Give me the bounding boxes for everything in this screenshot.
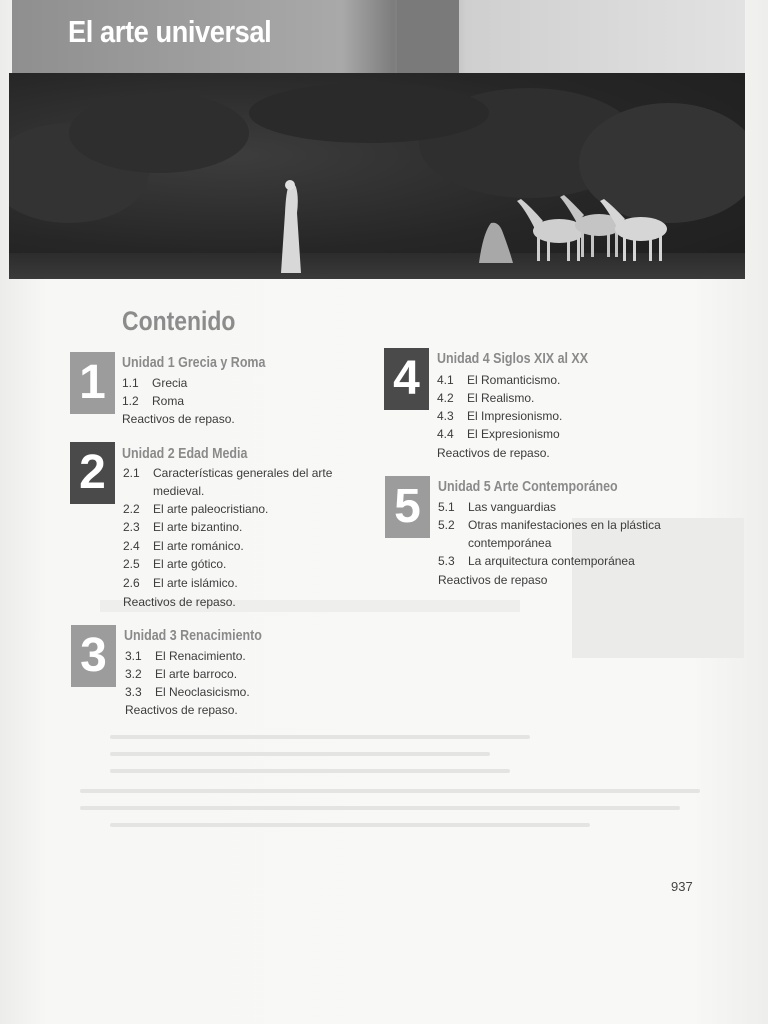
show-through-line (110, 752, 490, 756)
unit-title: Unidad 3 Renacimiento (124, 628, 262, 644)
figure-head (285, 180, 295, 190)
page-number: 937 (671, 879, 693, 894)
banner-artwork (9, 73, 745, 279)
unit-title: Unidad 4 Siglos XIX al XX (437, 351, 589, 367)
banner-illustration (9, 73, 745, 279)
unit-number-box: 2 (70, 442, 115, 504)
unit-title: Unidad 5 Arte Contemporáneo (438, 479, 618, 495)
unit-number-box: 5 (385, 476, 430, 538)
review-label: Reactivos de repaso. (123, 595, 236, 609)
contents-heading: Contenido (122, 306, 236, 336)
unit-title: Unidad 2 Edad Media (122, 446, 248, 462)
unit-title: Unidad 1 Grecia y Roma (122, 355, 266, 371)
show-through-line (110, 769, 510, 773)
review-label: Reactivos de repaso (438, 573, 548, 587)
show-through-line (110, 735, 530, 739)
unit-number-box: 1 (70, 352, 115, 414)
review-label: Reactivos de repaso. (122, 412, 235, 426)
title-band-accent (397, 0, 459, 78)
review-label: Reactivos de repaso. (125, 703, 238, 717)
unit-number-box: 3 (71, 625, 116, 687)
unit-number-box: 4 (384, 348, 429, 410)
standing-figure (281, 183, 301, 273)
foliage-shape (69, 93, 249, 173)
show-through-line (80, 789, 700, 793)
foliage-shape (249, 83, 489, 143)
show-through-block (572, 518, 744, 658)
review-label: Reactivos de repaso. (437, 446, 550, 460)
show-through-line (110, 823, 590, 827)
kneeling-figure (479, 223, 513, 263)
page-title: El arte universal (68, 14, 272, 49)
show-through-line (80, 806, 680, 810)
